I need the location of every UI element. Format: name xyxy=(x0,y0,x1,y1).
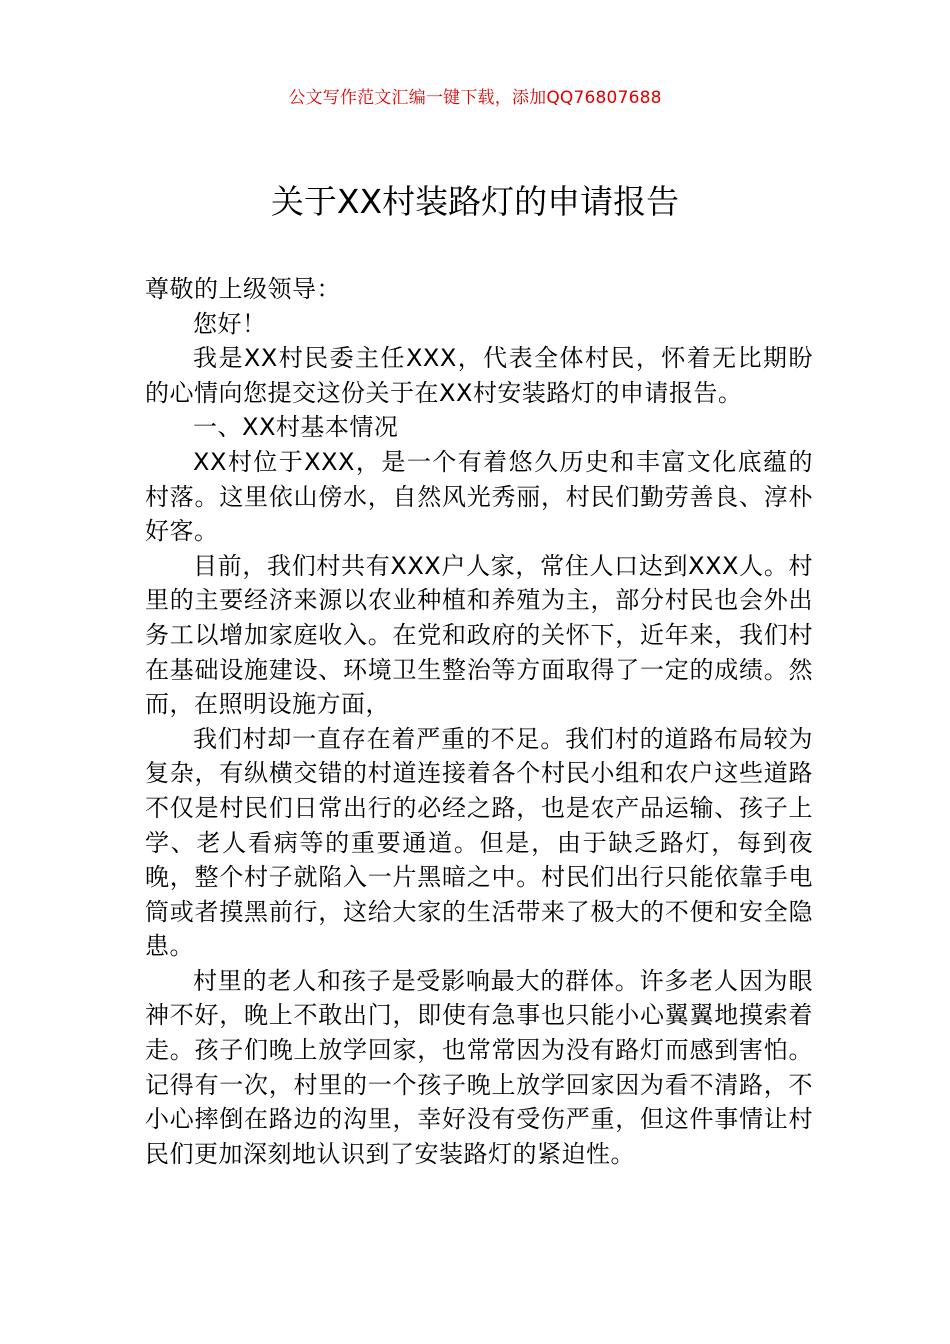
section-heading-1: 一、XX村基本情况 xyxy=(193,413,399,442)
paragraph-road-problem: 我们村却一直存在着严重的不足。我们村的道路布局较为复杂，有纵横交错的村道连接着各个村民小组和农户这些道路不仅是村民们日常出行的必经之路，也是农产品运输、孩子上学、老人看病等的重要通道。但是，由于缺乏路灯，每到夜晚，整个村子就陷入一片黑暗之中。村民们出行只能依靠手电筒或者摸黑前行，这给大家的生活带来了极大的不便和安全隐患。 xyxy=(145,724,813,961)
header-download-note: 公文写作范文汇编一键下载，添加QQ76807688 xyxy=(288,88,662,108)
salutation: 尊敬的上级领导： xyxy=(145,275,341,303)
paragraph-intro: 我是XX村民委主任XXX，代表全体村民，怀着无比期盼的心情向您提交这份关于在XX村安装路灯的申请报告。 xyxy=(145,344,813,407)
document-body xyxy=(145,272,813,1171)
paragraph-elderly-children: 村里的老人和孩子是受影响最大的群体。许多老人因为眼神不好，晚上不敢出门，即使有急事也只能小心翼翼地摸索着走。孩子们晚上放学回家，也常常因为没有路灯而感到害怕。记得有一次，村里的一个孩子晚上放学回家因为看不清路，不小心摔倒在路边的沟里，幸好没有受伤严重，但这件事情让村民们更加深刻地认识到了安装路灯的紧迫性。 xyxy=(145,966,813,1168)
paragraph-population: 目前，我们村共有XXX户人家，常住人口达到XXX人。村里的主要经济来源以农业种植和养殖为主，部分村民也会外出务工以增加家庭收入。在党和政府的关怀下，近年来，我们村在基础设施建设、环境卫生整治等方面取得了一定的成绩。然而，在照明设施方面， xyxy=(145,551,813,719)
paragraph-village-location: XX村位于XXX，是一个有着悠久历史和丰富文化底蕴的村落。这里依山傍水，自然风光秀丽，村民们勤劳善良、淳朴好客。 xyxy=(145,447,813,546)
document-title: 关于XX村装路灯的申请报告 xyxy=(270,182,680,221)
paragraph-greeting: 您好！ xyxy=(193,309,267,338)
